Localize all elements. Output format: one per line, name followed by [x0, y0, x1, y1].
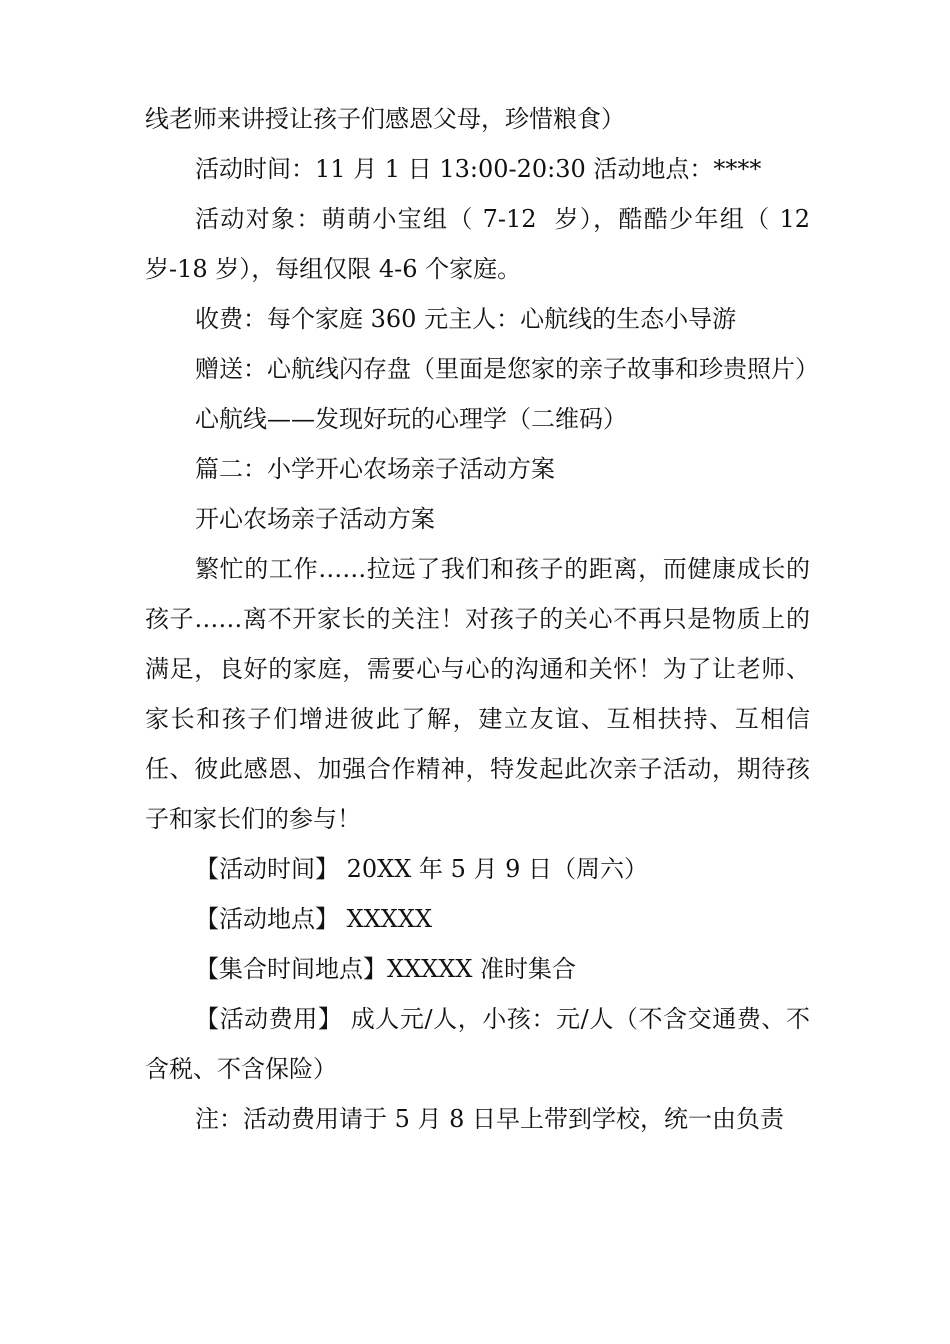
paragraph-intro: 繁忙的工作……拉远了我们和孩子的距离，而健康成长的孩子……离不开家长的关注！对孩子的关心不再只是物质上的满足，良好的家庭，需要心与心的沟通和关怀！为了让老师、家长和孩子们增进彼此了解，建立友谊、互相扶持、互相信任、彼此感恩、加强合作精神，特发起此次亲子活动，期待孩子和家长们的参与！: [145, 555, 810, 833]
paragraph-continuation: 线老师来讲授让孩子们感恩父母，珍惜粮食）: [145, 105, 625, 133]
paragraph-slogan: 心航线——发现好玩的心理学（二维码）: [195, 405, 627, 433]
paragraph-note: 注：活动费用请于 5 月 8 日早上带到学校，统一由负责: [195, 1105, 785, 1133]
document-body: [145, 94, 819, 1144]
field-gathering: 【集合时间地点】XXXXX 准时集合: [195, 955, 577, 983]
section-heading: 篇二：小学开心农场亲子活动方案: [195, 455, 555, 483]
section-title: 开心农场亲子活动方案: [195, 505, 435, 533]
field-activity-fee: 【活动费用】 成人元/人，小孩：元/人（不含交通费、不含税、不含保险）: [145, 1005, 810, 1083]
paragraph-gift: 赠送：心航线闪存盘（里面是您家的亲子故事和珍贵照片）: [195, 355, 819, 383]
field-activity-time: 【活动时间】 20XX 年 5 月 9 日（周六）: [195, 855, 649, 883]
field-activity-location: 【活动地点】 XXXXX: [195, 905, 433, 933]
paragraph-fee: 收费：每个家庭 360 元主人：心航线的生态小导游: [195, 305, 737, 333]
paragraph-activity-time: 活动时间：11 月 1 日 13:00-20:30 活动地点：****: [195, 155, 762, 183]
paragraph-activity-target: 活动对象：萌萌小宝组（ 7-12 岁），酷酷少年组（ 12 岁-18 岁），每组仅限 4-6 个家庭。: [145, 205, 818, 283]
